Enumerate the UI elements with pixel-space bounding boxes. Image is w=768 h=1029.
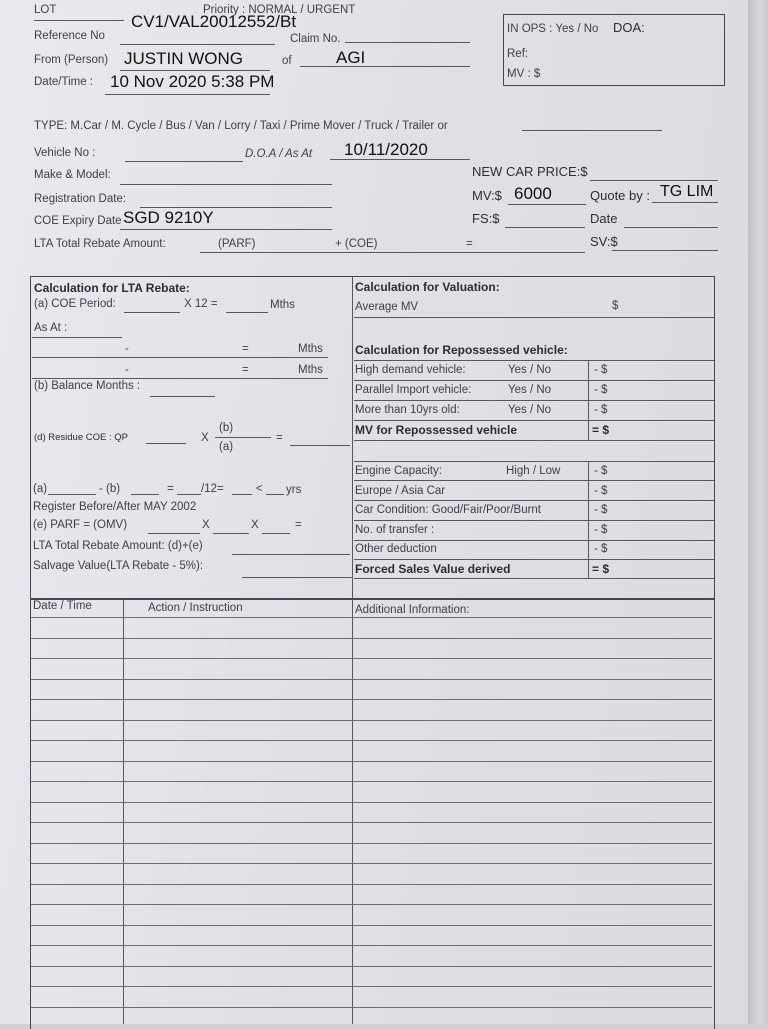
formula-div-line [232, 494, 252, 495]
log-rule-line [31, 925, 712, 926]
deduct-row-5-label: Other deduction [355, 543, 437, 555]
repo-grid-col [588, 360, 589, 440]
as-at-row-2-line [32, 378, 328, 379]
repo-row-2-yn: Yes / No [508, 384, 552, 396]
calc-divider [352, 277, 353, 599]
of-line [300, 66, 470, 67]
ref-label: Ref: [507, 48, 529, 60]
log-rule-line [31, 802, 712, 803]
balance-line [150, 396, 215, 397]
residue-fraction-line [215, 437, 271, 438]
datetime-label: Date/Time : [34, 76, 94, 88]
claim-line [345, 42, 470, 43]
mv-price-value: 6000 [514, 184, 552, 203]
deduct-grid-line-5 [354, 559, 714, 560]
dash-1: - [125, 343, 129, 355]
formula-eq-line [177, 494, 201, 495]
coe-period-line [124, 312, 180, 313]
avg-mv-label: Average MV [355, 301, 419, 313]
deduct-row-2-op: - $ [594, 485, 608, 497]
coe-expiry-value: SGD 9210Y [123, 208, 214, 227]
log-rule-line [31, 740, 712, 741]
from-value: JUSTIN WONG [124, 49, 243, 68]
parf-x-2-line [262, 533, 290, 534]
type-other-line [522, 130, 662, 131]
residue-x: X [201, 432, 209, 444]
log-rule-line [31, 699, 712, 700]
log-rule-line [31, 761, 712, 762]
deduct-row-3-label: Car Condition: Good/Fair/Poor/Burnt [355, 504, 542, 516]
dash-2: - [125, 364, 129, 376]
repo-grid-top [354, 360, 714, 361]
sv-label: SV:$ [590, 234, 618, 249]
coe-period-label: (a) COE Period: [34, 298, 116, 310]
lta-calc-title: Calculation for LTA Rebate: [34, 281, 190, 295]
avg-mv-line [354, 317, 714, 318]
x12-label: X 12 = [184, 298, 218, 310]
residue-label: (d) Residue COE : QP [34, 432, 128, 443]
log-rule-line [31, 863, 712, 864]
log-box [30, 598, 715, 1029]
from-line [120, 70, 270, 71]
as-at-row-1-line [32, 357, 328, 358]
repo-row-1-yn: Yes / No [508, 364, 552, 376]
formula-lt-line [266, 494, 284, 495]
deduct-row-1-op: - $ [594, 465, 608, 477]
balance-label: (b) Balance Months : [34, 380, 141, 392]
sv-line [612, 250, 718, 251]
formula-a-line [48, 494, 96, 495]
doa-line [330, 159, 470, 160]
formula-div: /12= [201, 483, 224, 495]
deduct-grid-line-6 [354, 578, 714, 579]
repo-row-2-label: Parallel Import vehicle: [355, 384, 472, 396]
coe-expiry-label: COE Expiry Date [34, 215, 122, 227]
log-rule-line [31, 904, 712, 905]
deduct-grid-line-1 [354, 480, 714, 481]
quote-value: TG LIM [660, 183, 714, 200]
of-value: AGI [336, 48, 366, 67]
mv-label: MV : $ [507, 68, 541, 80]
formula-a: (a) [33, 483, 48, 495]
deduct-grid-line-4 [354, 540, 714, 541]
make-line [120, 184, 332, 185]
lot-line [34, 20, 124, 21]
as-at-label: As At : [34, 322, 68, 334]
mv-repo-label: MV for Repossessed vehicle [355, 423, 518, 437]
quote-line [652, 202, 718, 203]
log-rule-line [31, 617, 712, 618]
lot-label: LOT [34, 4, 57, 16]
residue-result-line [290, 445, 350, 446]
log-date-time-header: Date / Time [33, 600, 92, 612]
repo-grid-line-2 [354, 400, 714, 401]
reference-value: CV1/VAL20012552/Bt [131, 12, 297, 31]
repo-row-3-label: More than 10yrs old: [355, 404, 460, 416]
parf-x-2: X [251, 519, 259, 531]
date-label: Date [590, 211, 618, 226]
formula-b: - (b) [99, 483, 121, 495]
parf-x-1-line [213, 533, 249, 534]
deduct-grid-line-2 [354, 500, 714, 501]
repo-grid-line-1 [354, 380, 714, 381]
doa-label: DOA: [613, 20, 645, 35]
registration-label: Registration Date: [34, 193, 127, 205]
type-line: TYPE: M.Car / M. Cycle / Bus / Van / Lorry / Taxi / Prime Mover / Truck / Trailer or [34, 120, 448, 132]
lta-eq: = [466, 238, 473, 250]
in-ops-label: IN OPS : Yes / No [507, 23, 599, 35]
mths-label-2: Mths [298, 343, 323, 355]
residue-b: (b) [219, 422, 234, 434]
fs-label: FS:$ [472, 211, 500, 226]
log-divider-2 [352, 599, 353, 1024]
doa-value: 10/11/2020 [344, 140, 428, 159]
mths-label-1: Mths [270, 299, 295, 311]
reference-label: Reference No [34, 30, 105, 42]
log-rule-line [31, 638, 712, 639]
parf-omv-line [148, 533, 200, 534]
log-rule-line [31, 658, 712, 659]
valuation-title: Calculation for Valuation: [355, 280, 500, 294]
mv-repo-op: = $ [592, 423, 610, 437]
deduct-grid-line-3 [354, 520, 714, 521]
vehicle-no-line [125, 161, 243, 162]
claim-label: Claim No. [290, 33, 341, 45]
deduct-row-1-label: Engine Capacity: [355, 465, 442, 477]
deduct-row-4-label: No. of transfer : [355, 524, 435, 536]
lta-total-label: LTA Total Rebate Amount: [34, 238, 166, 250]
repo-row-3-yn: Yes / No [508, 404, 552, 416]
doa-as-at-label: D.O.A / As At [245, 148, 313, 160]
log-rule-line [31, 966, 712, 967]
deduct-grid-col [588, 461, 589, 578]
eq-1: = [242, 343, 249, 355]
formula-yrs: yrs [286, 484, 302, 496]
parf-eq: = [295, 519, 302, 531]
residue-eq: = [276, 432, 283, 444]
new-car-price-label: NEW CAR PRICE:$ [472, 164, 588, 179]
log-rule-line [31, 679, 712, 680]
lta-total-rebate-line [232, 554, 350, 555]
from-label: From (Person) [34, 54, 109, 66]
make-label: Make & Model: [34, 169, 111, 181]
vehicle-no-label: Vehicle No : [34, 147, 96, 159]
paper-edge [748, 0, 768, 1024]
coe-label: + (COE) [335, 238, 378, 250]
repo-row-2-op: - $ [594, 384, 608, 396]
parf-omv-label: (e) PARF = (OMV) [33, 519, 128, 531]
residue-a: (a) [219, 441, 234, 453]
log-action-header: Action / Instruction [148, 602, 243, 614]
priority-label: Priority : NORMAL / URGENT [203, 4, 356, 16]
deduct-row-3-op: - $ [594, 504, 608, 516]
datetime-line [105, 94, 270, 95]
forced-sales-op: = $ [592, 562, 610, 576]
deduct-row-4-op: - $ [594, 524, 608, 536]
forced-sales-label: Forced Sales Value derived [355, 562, 511, 576]
as-at-line [32, 337, 122, 338]
lta-total-rebate-label: LTA Total Rebate Amount: (d)+(e) [33, 540, 203, 552]
quote-label: Quote by : [590, 188, 650, 203]
lta-total-line [200, 252, 585, 253]
mv-price-line [508, 204, 586, 205]
eq-2: = [242, 364, 249, 376]
log-rule-line [31, 843, 712, 844]
log-rule-line [31, 945, 712, 946]
reference-line [120, 44, 275, 45]
mv-price-label: MV:$ [472, 188, 502, 203]
mths-label-3: Mths [298, 364, 323, 376]
log-rule-line [31, 720, 712, 721]
date-line [624, 227, 718, 228]
coe-expiry-line [120, 229, 332, 230]
formula-lt: < [256, 483, 263, 495]
repo-row-3-op: - $ [594, 404, 608, 416]
log-additional-header: Additional Information: [355, 604, 470, 616]
parf-x-1: X [202, 519, 210, 531]
log-divider-1 [123, 599, 124, 1024]
new-car-price-line [590, 180, 718, 181]
repo-grid-line-3 [354, 420, 714, 421]
log-rule-line [31, 822, 712, 823]
datetime-value: 10 Nov 2020 5:38 PM [110, 72, 275, 91]
repo-grid-line-4 [354, 440, 714, 441]
register-label: Register Before/After MAY 2002 [33, 501, 197, 513]
salvage-label: Salvage Value(LTA Rebate - 5%): [33, 560, 204, 572]
residue-line [146, 443, 186, 444]
deduct-grid-top [354, 461, 714, 462]
log-rule-line [31, 781, 712, 782]
log-rule-line [31, 1007, 712, 1008]
parf-label: (PARF) [218, 238, 256, 250]
avg-mv-dollar: $ [612, 300, 619, 312]
of-label: of [282, 55, 292, 67]
log-rule-line [31, 884, 712, 885]
formula-eq: = [167, 483, 174, 495]
repo-title: Calculation for Repossessed vehicle: [355, 343, 568, 357]
salvage-line [242, 577, 352, 578]
log-rule-line [31, 986, 712, 987]
fs-line [505, 227, 585, 228]
deduct-row-5-op: - $ [594, 543, 608, 555]
deduct-row-2-label: Europe / Asia Car [355, 485, 446, 497]
repo-row-1-op: - $ [594, 364, 608, 376]
formula-b-line [131, 494, 159, 495]
x12-line [226, 312, 268, 313]
repo-row-1-label: High demand vehicle: [355, 364, 466, 376]
deduct-row-1-extra: High / Low [506, 465, 561, 477]
